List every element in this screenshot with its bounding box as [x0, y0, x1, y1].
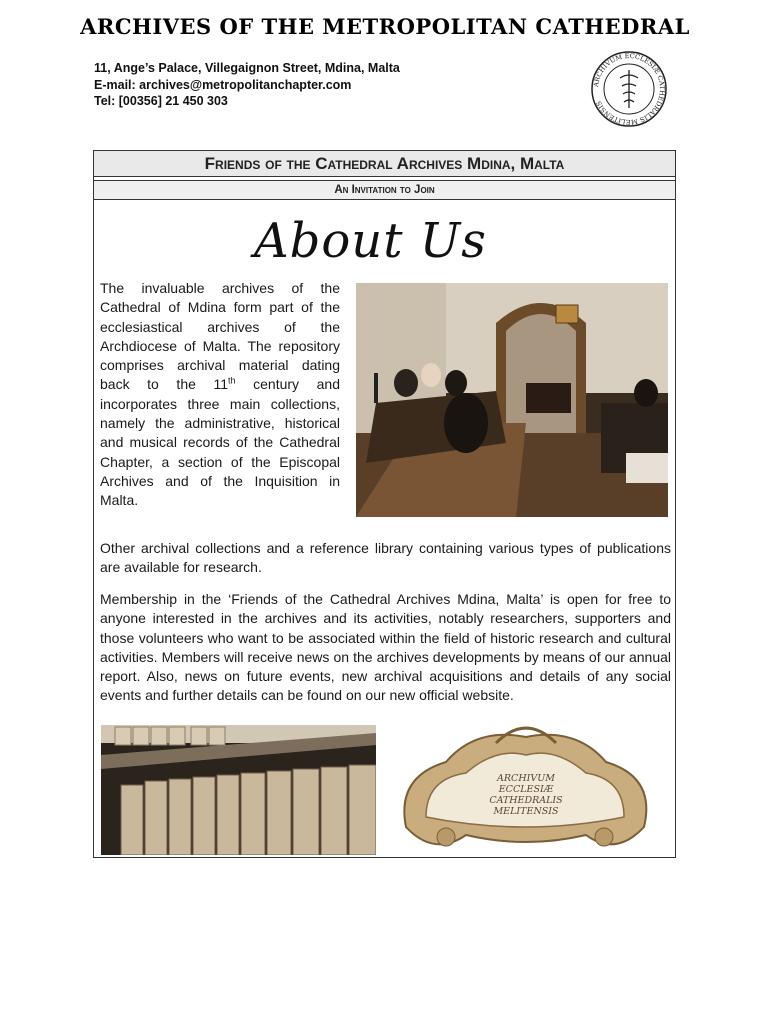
contact-block	[94, 60, 400, 110]
email-line: E-mail: archives@metropolitanchapter.com	[94, 77, 352, 92]
intro-superscript: th	[228, 375, 236, 386]
crest-line-4: MELITENSIS	[493, 806, 559, 817]
intro-text: The invaluable archives of the Cathedral of Mdina form part of the ecclesiastical archives of the Archdiocese of Malta. The repository comprises archival material dating back to the 11	[100, 280, 340, 393]
intro-paragraph	[100, 279, 340, 511]
archive-seal-logo	[590, 50, 668, 128]
intro-text-continued: century and incorporates three main collections, namely the administrative, historical and musical records of the Cathedral Chapter, a section of the Episcopal Archives and of the Inquisition in Malta.	[100, 376, 340, 509]
address-line: 11, Ange’s Palace, Villegaignon Street, Mdina, Malta	[94, 61, 400, 75]
reading-room-photo	[356, 283, 668, 517]
crest-line-2: ECCLESIÆ	[498, 784, 554, 795]
collections-paragraph: Other archival collections and a reference library containing various types of publications are available for research.	[100, 540, 671, 576]
archive-shelves-photo	[101, 725, 376, 855]
crest-line-1: ARCHIVUM	[497, 773, 555, 784]
seal-text: ARCHIVUM ECCLESIÆ CATHEDRALIS MELITENSIS	[592, 51, 667, 127]
cathedral-archive-crest	[386, 717, 664, 857]
organization-title: ARCHIVES OF THE METROPOLITAN CATHEDRAL	[80, 14, 690, 39]
panel-title: Friends of the Cathedral Archives Mdina, Malta	[94, 151, 675, 177]
about-heading: About Us	[254, 213, 487, 269]
telephone-line: Tel: [00356] 21 450 303	[94, 94, 228, 108]
invitation-panel	[93, 150, 676, 858]
panel-subtitle: An Invitation to Join	[94, 180, 675, 200]
membership-paragraph: Membership in the ‘Friends of the Cathedral Archives Mdina, Malta’ is open for free to anyone interested in the archives and its activities, notably researchers, supporters and those volunteers who want to be associated within the field of historic research and cultural activities. Members will receive news on the archives developments by means of our annual report. Also, news on future events, new archival acquisitions and details of any social events and further details can be found on our new official website.	[100, 591, 671, 704]
crest-line-3: CATHEDRALIS	[489, 795, 563, 806]
